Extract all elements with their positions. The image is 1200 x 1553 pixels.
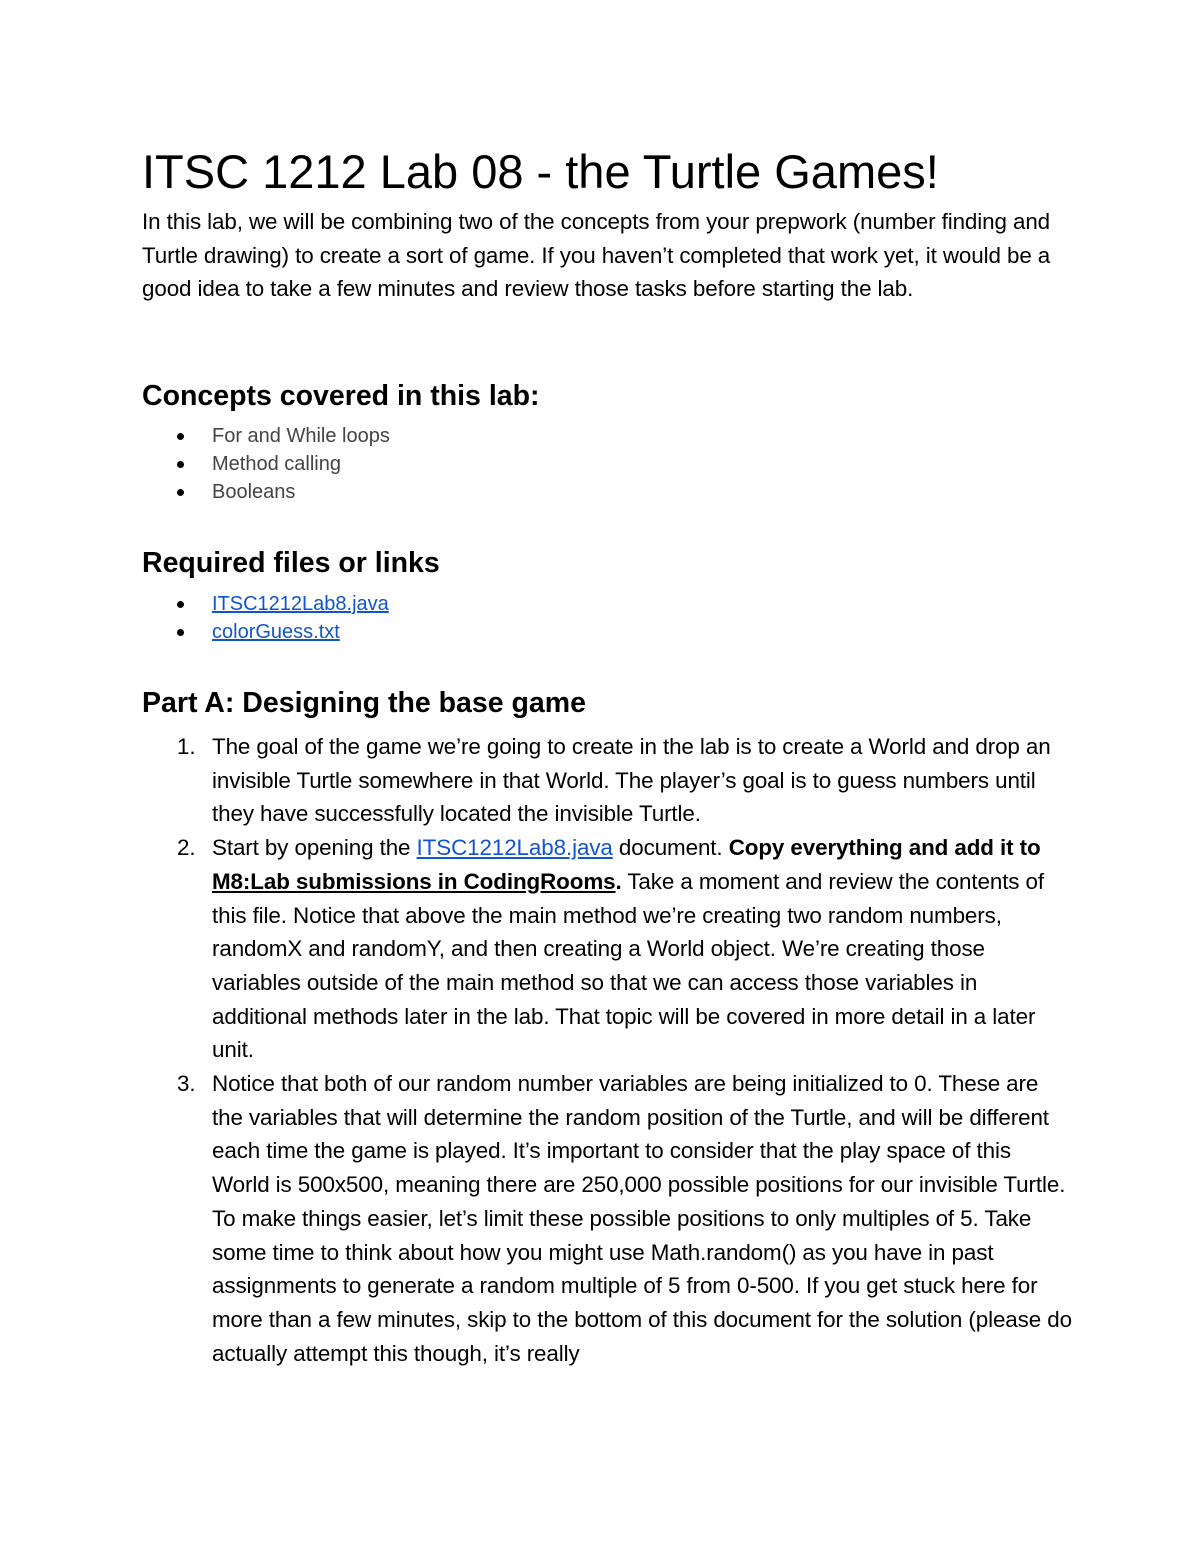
- required-files-heading: Required files or links: [142, 547, 440, 579]
- step-item: [142, 730, 1072, 831]
- itsc1212lab8-java-link[interactable]: ITSC1212Lab8.java: [212, 593, 389, 615]
- bullet-icon: [177, 461, 184, 468]
- step-number: 1.: [177, 734, 196, 759]
- list-item: Method calling: [142, 450, 390, 478]
- list-item: Booleans: [142, 478, 390, 506]
- bullet-icon: [177, 433, 184, 440]
- bullet-icon: [177, 601, 184, 608]
- part-a-heading: Part A: Designing the base game: [142, 687, 586, 719]
- bullet-icon: [177, 489, 184, 496]
- list-item: For and While loops: [142, 422, 390, 450]
- concepts-heading: Concepts covered in this lab:: [142, 380, 540, 412]
- intro-paragraph: In this lab, we will be combining two of the concepts from your prepwork (number finding and Turtle drawing) to create a sort of game. If you haven’t completed that work yet, it would be a good idea to take a few minutes and review those tasks before starting the lab.: [142, 209, 1051, 302]
- part-a-steps: [142, 730, 1072, 1370]
- step-text: Notice that both of our random number variables are being initialized to 0. These are the variables that will determine the random position of the Turtle, and will be different each time the game is played. It’s important to consider that the play space of this World is 500x500, meaning there are 250,000 possible positions for our invisible Turtle. To make things easier, let’s limit these possible positions to only multiples of 5. Take some time to think about how you might use Math.random() as you have in past assignments to generate a random multiple of 5 from 0-500. If you get stuck here for more than a few minutes, skip to the bottom of this document for the solution (please do actually attempt this though, it’s really: [212, 1071, 1072, 1366]
- coding-rooms-reference: M8:Lab submissions in CodingRooms: [212, 868, 616, 894]
- step-number: 3.: [177, 1071, 196, 1097]
- step-number: 2.: [177, 835, 196, 861]
- step-item: [142, 1067, 1072, 1370]
- document-title: ITSC 1212 Lab 08 - the Turtle Games!: [142, 145, 939, 198]
- list-item: [142, 590, 389, 618]
- itsc1212lab8-java-inline-link[interactable]: ITSC1212Lab8.java: [416, 835, 613, 861]
- required-files-list: [142, 590, 389, 646]
- step-item: 2. Start by opening the ITSC1212Lab8.java document. Copy everything and add it to M8:Lab submissions in CodingRooms. Take a moment and review the contents of this file. Notice that above the main method we’re creating two random numbers, randomX and randomY, and then creating a World object. We’re creating those variables outside of the main method so that we can access those variables in additional methods later in the lab. That topic will be covered in more detail in a later unit.: [142, 831, 1072, 1067]
- step-text: Start by opening the: [212, 835, 417, 861]
- bullet-icon: [177, 629, 184, 636]
- concepts-list: [142, 422, 390, 507]
- step-text: The goal of the game we’re going to create in the lab is to create a World and drop an invisible Turtle somewhere in that World. The player’s goal is to guess numbers until they have successfully located the invisible Turtle.: [212, 734, 1051, 827]
- colorguess-txt-link[interactable]: colorGuess.txt: [212, 621, 340, 644]
- list-item: [142, 618, 389, 646]
